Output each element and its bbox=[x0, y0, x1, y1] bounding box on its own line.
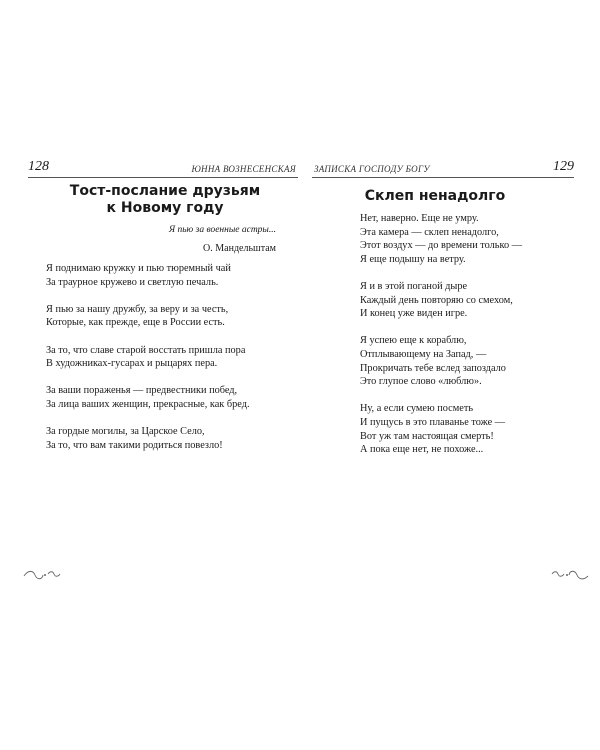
epigraph-author: О. Мандельштам bbox=[203, 243, 276, 254]
poem-body-left bbox=[46, 262, 291, 466]
poem-line: За то, что вам такими родиться повезло! bbox=[46, 439, 223, 451]
ornament-icon bbox=[22, 568, 62, 582]
poem-body-right bbox=[360, 212, 590, 470]
poem-line: Которые, как прежде, еще в России есть. bbox=[46, 317, 225, 329]
page-number-left: 128 bbox=[28, 159, 49, 174]
poem-line: Я еще подышу на ветру. bbox=[360, 253, 466, 265]
poem-title-toast bbox=[60, 183, 270, 217]
poem-line: Я успею еще к кораблю, bbox=[360, 335, 467, 347]
stanza bbox=[46, 384, 291, 411]
poem-line: Каждый день повторяю со смехом, bbox=[360, 294, 513, 306]
poem-line: За ваши пораженья — предвестники побед, bbox=[46, 385, 238, 397]
poem-line: И конец уже виден игре. bbox=[360, 308, 468, 320]
poem-title-crypt: Склеп ненадолго bbox=[364, 188, 506, 204]
poem-line: Нет, наверно. Еще не умру. bbox=[360, 213, 479, 224]
ornament-icon bbox=[550, 568, 590, 582]
poem-line: Ну, а если сумею посметь bbox=[360, 403, 474, 415]
poem-line: И пущусь в это плаванье тоже — bbox=[360, 416, 506, 428]
running-title-right: ЗАПИСКА ГОСПОДУ БОГУ bbox=[314, 164, 430, 174]
epigraph bbox=[110, 223, 276, 256]
stanza bbox=[360, 280, 590, 321]
stanza bbox=[360, 334, 590, 388]
poem-line: Этот воздух — до времени только — bbox=[360, 240, 522, 252]
poem-line: Вот уж там настоящая смерть! bbox=[360, 430, 494, 442]
poem-line: Я и в этой поганой дыре bbox=[360, 280, 468, 292]
poem-title-line: к Новому году bbox=[106, 200, 224, 216]
stanza bbox=[46, 262, 291, 289]
poem-line: В художниках-гусарах и рыцарях пера. bbox=[46, 358, 218, 370]
poem-line: Отплывающему на Запад, — bbox=[360, 348, 487, 360]
poem-title-line: Тост-послание друзьям bbox=[69, 183, 261, 199]
epigraph-quote: Я пью за военные астры... bbox=[168, 225, 276, 235]
poem-line: За гордые могилы, за Царское Село, bbox=[46, 426, 205, 438]
poem-line: Я пью за нашу дружбу, за веру и за честь, bbox=[46, 303, 229, 315]
page-number-right: 129 bbox=[553, 159, 574, 174]
poem-line: Это глупое слово «люблю». bbox=[360, 376, 482, 388]
poem-line: За то, что славе старой восстать пришла пора bbox=[46, 344, 246, 356]
stanza bbox=[360, 212, 590, 266]
poem-line: За лица ваших женщин, прекрасные, как бред. bbox=[46, 398, 250, 410]
poem-line: Прокричать тебе вслед запоздало bbox=[360, 362, 506, 374]
poem-line: А пока еще нет, не похоже... bbox=[360, 444, 484, 456]
poem-line: Я поднимаю кружку и пью тюремный чай bbox=[46, 263, 231, 274]
poem-line: За траурное кружево и светлую печаль. bbox=[46, 276, 219, 288]
stanza bbox=[46, 425, 291, 452]
stanza bbox=[360, 402, 590, 456]
right-page bbox=[300, 0, 600, 750]
right-running-head bbox=[312, 159, 574, 178]
left-running-head bbox=[28, 159, 298, 178]
poem-line: Эта камера — склеп ненадолго, bbox=[360, 226, 499, 238]
running-title-left: ЮННА ВОЗНЕСЕНСКАЯ bbox=[191, 164, 296, 174]
stanza bbox=[46, 344, 291, 371]
stanza bbox=[46, 303, 291, 330]
